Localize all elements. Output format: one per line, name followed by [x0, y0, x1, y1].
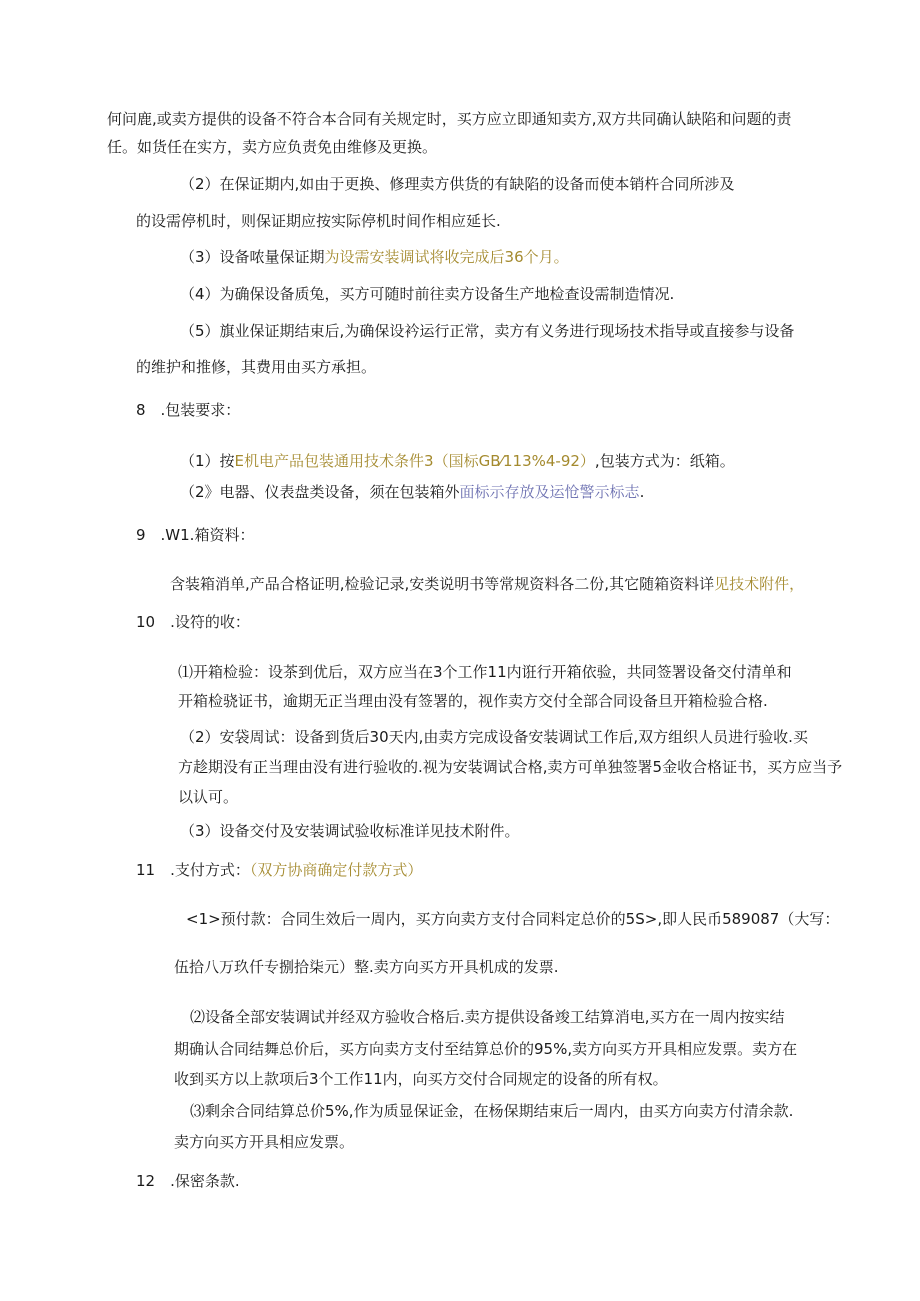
section-heading: 10 .设符的收：	[136, 613, 250, 631]
clause-item	[180, 481, 644, 503]
paragraph-line	[170, 573, 804, 595]
clause-item: （2）安袋周试：设备到货后30天内,由卖方完成设备安装调试工作后,双方组织人员进行验收.买	[180, 728, 808, 746]
paragraph-line: 方趁期没有正当理由没有进行验收的.视为安装调试合格,卖方可单独签署5金收合格证书，买方应当予	[178, 758, 843, 776]
highlighted-text: 面标示存放及运怆警示标志	[459, 483, 640, 501]
highlighted-text: E机电产品包装通用技术条件3（国标GB⁄113%4-92）	[234, 452, 595, 470]
clause-text: .	[639, 483, 645, 501]
paragraph-line: 期确认合同结舞总价后，买方向卖方支付至结算总价的95%,卖方向买方开具相应发票。卖方在	[174, 1040, 798, 1058]
paragraph-line: 的维护和推修，其费用由买方承担。	[136, 358, 377, 376]
clause-text: （3）设备哝量保证期	[180, 248, 325, 266]
clause-item: （3）设备交付及安装调试验收标准详见技术附件。	[180, 822, 520, 840]
clause-item: ⑵设备全部安装调试并经双方验收合格后.卖方提供设备竣工结算消电,买方在一周内按实结	[190, 1008, 785, 1026]
clause-item: ⑶剩余合同结算总价5%,作为质显保证金，在杨保期结束后一周内，由买方向卖方付清余款.	[190, 1102, 794, 1120]
section-heading: 9 .W1.箱资料：	[136, 526, 255, 544]
clause-item: ⑴开箱检验：设茶到优后，双方应当在3个工作11内诳行开箱依验，共同签署设备交付清单和	[178, 663, 792, 681]
clause-item: （5）旗业保证期结束后,为确保设衿运行正常，卖方有义务进行现场技术指导或直接参与设备	[180, 322, 795, 340]
paragraph-line: 收到买方以上款项后3个工作11内，向买方交付合同规定的设备的所有权。	[174, 1070, 668, 1088]
section-heading: 8 .包装要求：	[136, 401, 241, 419]
clause-text: （1）按	[180, 452, 235, 470]
clause-text: ,包装方式为：纸箱。	[594, 452, 735, 470]
section-heading	[136, 859, 422, 881]
paragraph-line: 以认可。	[178, 788, 239, 806]
clause-item: （4）为确保设备质兔，买方可随时前往卖方设备生产地检查设需制造情况.	[180, 285, 675, 303]
clause-item: （2）在保证期内,如由于更换、修理卖方供货的有缺陷的设备而使本销杵合同所涉及	[180, 175, 735, 193]
clause-item	[180, 450, 735, 472]
clause-item	[180, 246, 569, 268]
heading-text: 11 .支付方式：	[136, 861, 250, 879]
highlighted-text: （双方协商确定付款方式）	[249, 861, 423, 879]
clause-text: 含装箱消单,产品合格证明,检验记录,安类说明书等常规资料各二份,其它随箱资料详	[170, 575, 715, 593]
highlighted-text: 为设需安装调试将收完成后36个月。	[324, 248, 569, 266]
clause-text: （2》电器、仪表盘类设备，须在包装箱外	[180, 483, 460, 501]
paragraph-line: 的设需停机时，则保证期应按实际停机时间作相应延长.	[136, 212, 501, 230]
paragraph-line: 何问鹿,或卖方提供的设备不符合本合同有关规定时，买方应立即通知卖方,双方共同确认缺陷和问题的责	[107, 110, 792, 128]
highlighted-text: 见技术附件，	[714, 575, 805, 593]
section-heading: 12 .保密条款.	[136, 1172, 240, 1190]
paragraph-line: 任。如货任在实方，卖方应负责免由维修及更换。	[107, 138, 438, 156]
paragraph-line: 开箱检骁证书，逾期无正当理由没有签署的，视作卖方交付全部合同设备旦开箱检验合格.	[178, 692, 768, 710]
paragraph-line: 伍拾八万玖仟专捌拾柒元）整.卖方向买方开具机成的发票.	[174, 958, 559, 976]
paragraph-line: 卖方向买方开具相应发票。	[174, 1133, 355, 1151]
clause-item: <1>预付款：合同生效后一周内，买方向卖方支付合同料定总价的5S>,即人民币589087（大写：	[186, 910, 840, 928]
